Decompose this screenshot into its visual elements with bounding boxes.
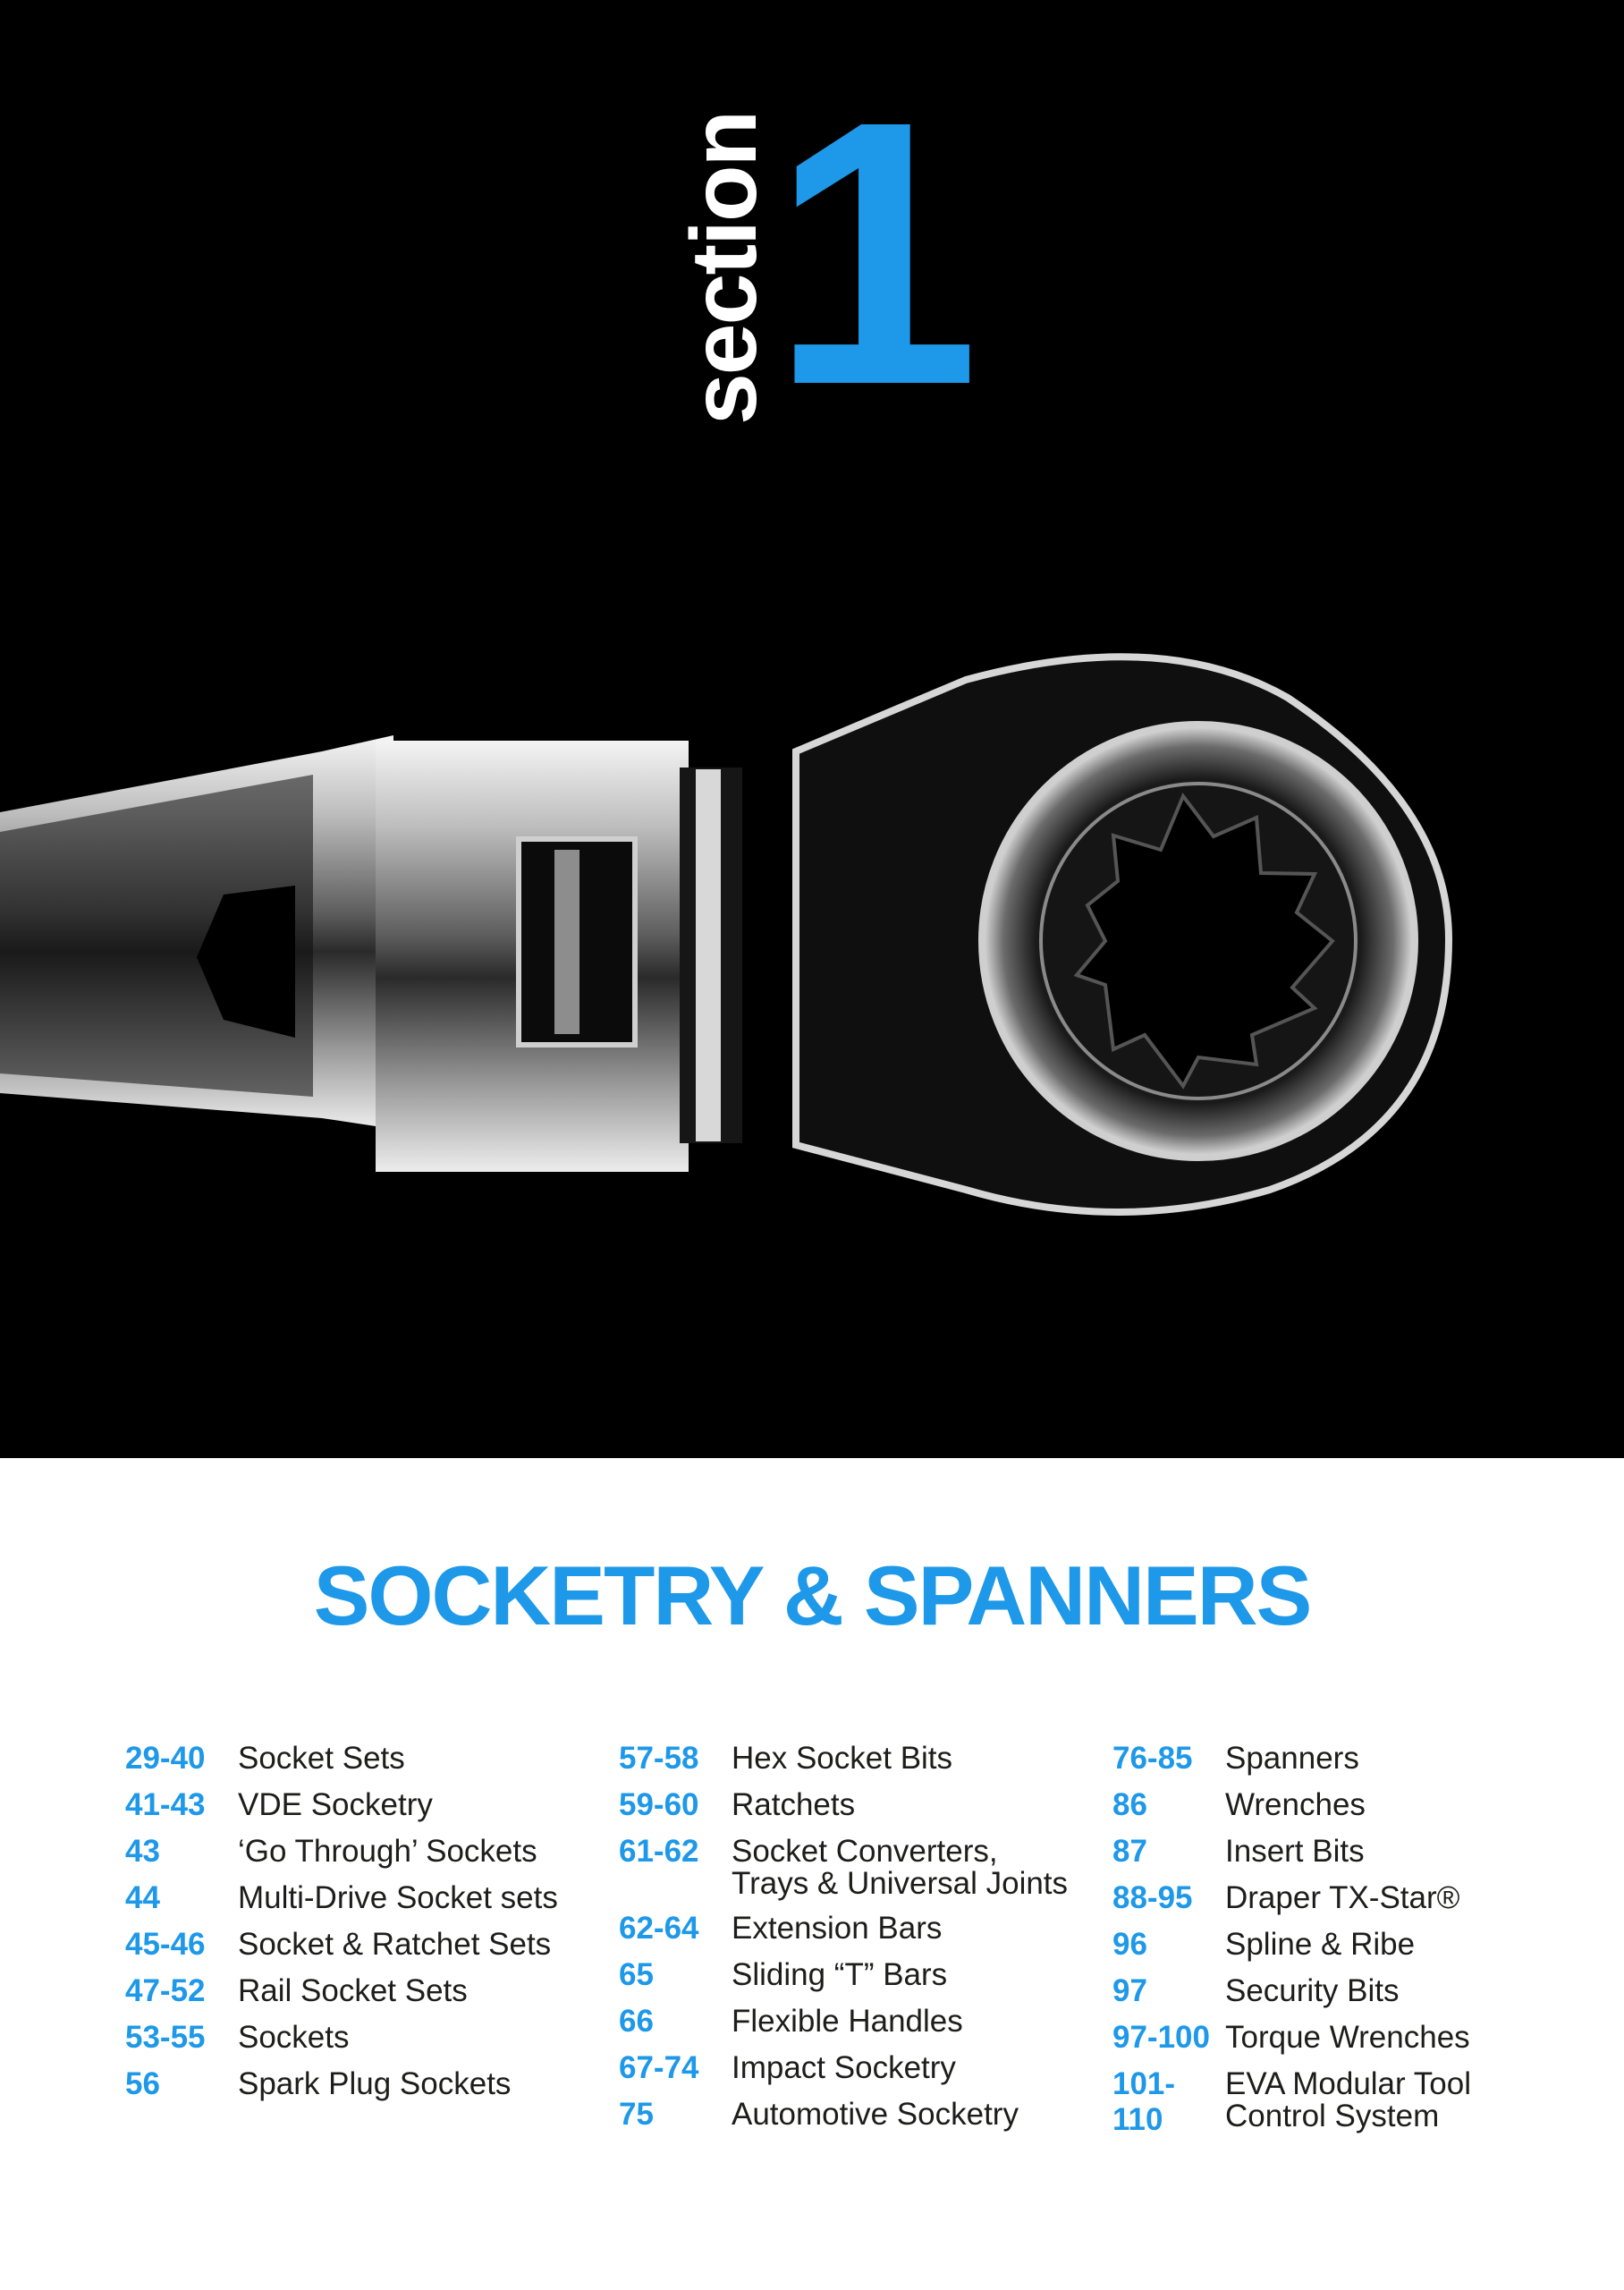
contents-item[interactable] bbox=[125, 1880, 558, 1916]
page-range: 29-40 bbox=[125, 1741, 206, 1776]
page-range: 62-64 bbox=[619, 1911, 699, 1946]
contents-item[interactable] bbox=[1112, 1880, 1471, 1916]
contents-column-1 bbox=[125, 1741, 558, 2113]
contents-item[interactable] bbox=[125, 1741, 558, 1777]
contents-item[interactable] bbox=[125, 2066, 558, 2102]
item-label: Socket & Ratchet Sets bbox=[238, 1927, 552, 1962]
item-label: Socket Sets bbox=[238, 1741, 405, 1776]
contents-item[interactable] bbox=[619, 1741, 1068, 1777]
section-word bbox=[672, 111, 777, 426]
contents-item[interactable] bbox=[1112, 2020, 1471, 2056]
contents-item[interactable] bbox=[125, 1834, 558, 1870]
item-label: Hex Socket Bits bbox=[732, 1741, 953, 1776]
contents-item[interactable] bbox=[619, 1787, 1068, 1823]
item-label: Security Bits bbox=[1225, 1973, 1400, 2008]
page-range: 45-46 bbox=[125, 1927, 206, 1962]
item-label: Rail Socket Sets bbox=[238, 1973, 468, 2008]
item-label: Multi-Drive Socket sets bbox=[238, 1880, 558, 1915]
contents-item[interactable] bbox=[125, 1787, 558, 1823]
contents-item[interactable] bbox=[619, 2004, 1068, 2040]
item-label: Sliding “T” Bars bbox=[732, 1957, 948, 1992]
item-label: Flexible Handles bbox=[732, 2004, 963, 2039]
page-range: 59-60 bbox=[619, 1787, 699, 1822]
item-label: Automotive Socketry bbox=[732, 2097, 1019, 2132]
page-range: 61-62 bbox=[619, 1834, 699, 1869]
contents-item[interactable] bbox=[619, 1957, 1068, 1993]
section-word-text: section bbox=[672, 111, 777, 426]
page-range: 75 bbox=[619, 2097, 654, 2132]
page-range: 87 bbox=[1112, 1834, 1147, 1869]
item-label: VDE Socketry bbox=[238, 1787, 433, 1822]
item-label: Insert Bits bbox=[1225, 1834, 1365, 1869]
item-label: Spark Plug Sockets bbox=[238, 2066, 512, 2101]
page-range: 96 bbox=[1112, 1927, 1147, 1962]
contents-item[interactable] bbox=[1112, 2066, 1471, 2138]
page-range: 44 bbox=[125, 1880, 160, 1915]
page-range: 41-43 bbox=[125, 1787, 206, 1822]
page-range: 67-74 bbox=[619, 2050, 699, 2085]
contents-item[interactable] bbox=[619, 2097, 1068, 2133]
item-label: EVA Modular Tool Control System bbox=[1225, 2066, 1471, 2133]
page-range: 56 bbox=[125, 2066, 160, 2101]
page-range: 65 bbox=[619, 1957, 654, 1992]
page-range: 86 bbox=[1112, 1787, 1147, 1822]
contents-item[interactable] bbox=[1112, 1741, 1471, 1777]
page-range: 76-85 bbox=[1112, 1741, 1193, 1776]
contents-item[interactable] bbox=[125, 2020, 558, 2056]
item-label: Torque Wrenches bbox=[1225, 2020, 1470, 2055]
section-number: 1 bbox=[771, 44, 971, 463]
page-title: SOCKETRY & SPANNERS bbox=[313, 1548, 1311, 1642]
item-label: Wrenches bbox=[1225, 1787, 1366, 1822]
contents-item[interactable] bbox=[125, 1927, 558, 1963]
contents-item[interactable] bbox=[619, 1834, 1068, 1900]
page-range: 88-95 bbox=[1112, 1880, 1193, 1915]
item-label: Draper TX-Star® bbox=[1225, 1880, 1460, 1915]
contents-item[interactable] bbox=[619, 1911, 1068, 1946]
page-range: 57-58 bbox=[619, 1741, 699, 1776]
item-label: Spanners bbox=[1225, 1741, 1359, 1776]
contents-item[interactable] bbox=[1112, 1927, 1471, 1963]
page-range: 97 bbox=[1112, 1973, 1147, 2008]
contents-item[interactable] bbox=[1112, 1973, 1471, 2009]
item-label: Extension Bars bbox=[732, 1911, 943, 1946]
item-label: Sockets bbox=[238, 2020, 350, 2055]
page-range: 97-100 bbox=[1112, 2020, 1210, 2055]
item-label: Socket Converters, Trays & Universal Joints bbox=[732, 1834, 1069, 1901]
contents-item[interactable] bbox=[619, 2050, 1068, 2086]
item-label: Ratchets bbox=[732, 1787, 856, 1822]
item-label: Impact Socketry bbox=[732, 2050, 956, 2085]
page-range: 43 bbox=[125, 1834, 160, 1869]
contents-item[interactable] bbox=[1112, 1787, 1471, 1823]
contents-column-3 bbox=[1112, 1741, 1471, 2149]
page-range: 66 bbox=[619, 2004, 654, 2039]
item-label: ‘Go Through’ Sockets bbox=[238, 1834, 537, 1869]
contents-item[interactable] bbox=[1112, 1834, 1471, 1870]
item-label: Spline & Ribe bbox=[1225, 1927, 1416, 1962]
page-range: 47-52 bbox=[125, 1973, 206, 2008]
page-range: 53-55 bbox=[125, 2020, 206, 2055]
contents-column-2 bbox=[619, 1741, 1068, 2143]
page-range: 101-110 bbox=[1112, 2066, 1176, 2137]
contents-item[interactable] bbox=[125, 1973, 558, 2009]
